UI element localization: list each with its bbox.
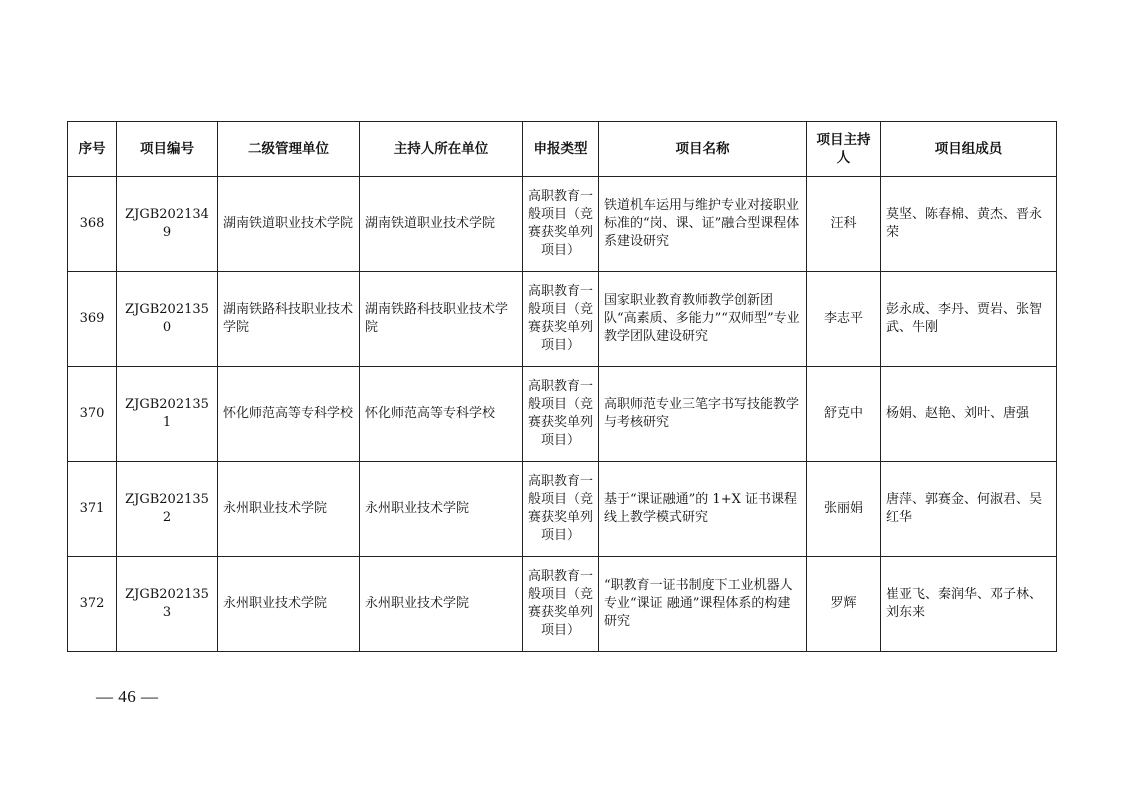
cell-project-name: 高职师范专业三笔字书写技能教学与考核研究 (599, 367, 807, 462)
cell-project-name: 国家职业教育教师教学创新团队“高素质、多能力”“双师型”专业教学团队建设研究 (599, 272, 807, 367)
cell-type: 高职教育一般项目（竞赛获奖单列项目） (523, 557, 599, 652)
cell-host: 汪科 (807, 177, 881, 272)
cell-type: 高职教育一般项目（竞赛获奖单列项目） (523, 462, 599, 557)
header-seq: 序号 (68, 122, 117, 177)
cell-unit: 湖南铁路科技职业技术学院 (218, 272, 360, 367)
cell-unit: 永州职业技术学院 (218, 462, 360, 557)
table-row (68, 177, 1057, 272)
cell-members: 崔亚飞、秦润华、邓子林、刘东来 (881, 557, 1057, 652)
page-number: — 46 — (96, 687, 159, 706)
cell-type: 高职教育一般项目（竞赛获奖单列项目） (523, 177, 599, 272)
cell-type: 高职教育一般项目（竞赛获奖单列项目） (523, 272, 599, 367)
header-host: 项目主持人 (807, 122, 881, 177)
header-host-unit: 主持人所在单位 (360, 122, 523, 177)
cell-seq: 370 (68, 367, 117, 462)
header-unit: 二级管理单位 (218, 122, 360, 177)
cell-unit: 湖南铁道职业技术学院 (218, 177, 360, 272)
cell-seq: 372 (68, 557, 117, 652)
project-list-table (67, 121, 1057, 652)
cell-code: ZJGB2021352 (117, 462, 218, 557)
cell-host: 罗辉 (807, 557, 881, 652)
cell-host-unit: 永州职业技术学院 (360, 462, 523, 557)
cell-code: ZJGB2021349 (117, 177, 218, 272)
cell-host-unit: 湖南铁路科技职业技术学院 (360, 272, 523, 367)
header-type: 申报类型 (523, 122, 599, 177)
cell-unit: 永州职业技术学院 (218, 557, 360, 652)
cell-unit: 怀化师范高等专科学校 (218, 367, 360, 462)
cell-host-unit: 湖南铁道职业技术学院 (360, 177, 523, 272)
cell-code: ZJGB2021353 (117, 557, 218, 652)
cell-host-unit: 怀化师范高等专科学校 (360, 367, 523, 462)
cell-seq: 369 (68, 272, 117, 367)
cell-seq: 371 (68, 462, 117, 557)
cell-host: 张丽娟 (807, 462, 881, 557)
cell-type: 高职教育一般项目（竞赛获奖单列项目） (523, 367, 599, 462)
cell-members: 唐萍、郭赛金、何淑君、吴红华 (881, 462, 1057, 557)
cell-code: ZJGB2021350 (117, 272, 218, 367)
cell-host-unit: 永州职业技术学院 (360, 557, 523, 652)
cell-members: 杨娟、赵艳、刘叶、唐强 (881, 367, 1057, 462)
cell-members: 莫坚、陈春棉、黄杰、晋永荣 (881, 177, 1057, 272)
cell-members: 彭永成、李丹、贾岩、张智武、牛刚 (881, 272, 1057, 367)
cell-project-name: 基于“课证融通”的 1+X 证书课程线上教学模式研究 (599, 462, 807, 557)
cell-seq: 368 (68, 177, 117, 272)
cell-project-name: 铁道机车运用与维护专业对接职业标准的“岗、课、证”融合型课程体系建设研究 (599, 177, 807, 272)
table-header-row (68, 122, 1057, 177)
cell-host: 李志平 (807, 272, 881, 367)
cell-code: ZJGB2021351 (117, 367, 218, 462)
header-members: 项目组成员 (881, 122, 1057, 177)
header-code: 项目编号 (117, 122, 218, 177)
cell-host: 舒克中 (807, 367, 881, 462)
table-row (68, 272, 1057, 367)
table-row (68, 462, 1057, 557)
cell-project-name: “职教育一证书制度下工业机器人专业“课证 融通”课程体系的构建研究 (599, 557, 807, 652)
header-name: 项目名称 (599, 122, 807, 177)
table-row (68, 557, 1057, 652)
table-row (68, 367, 1057, 462)
